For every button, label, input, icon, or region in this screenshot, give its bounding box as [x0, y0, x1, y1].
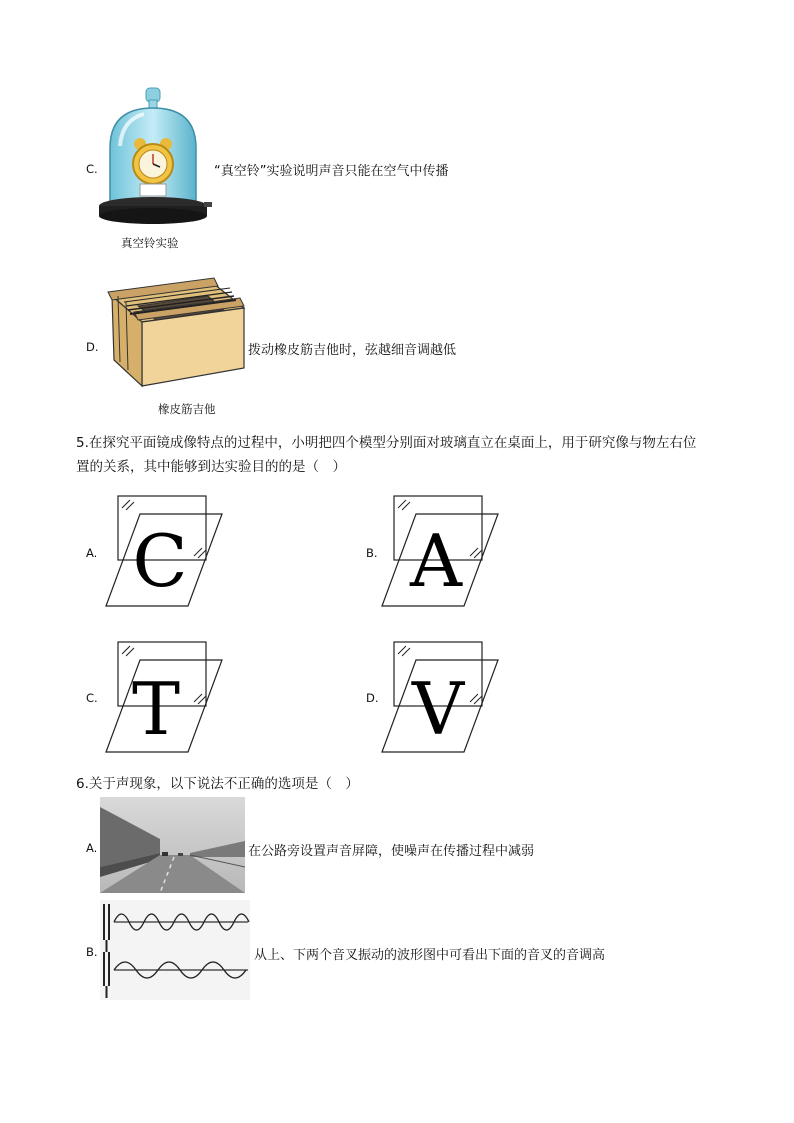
vacuum-bell-caption: 真空铃实验: [121, 236, 179, 250]
tuning-fork-waveforms-image: [100, 900, 250, 1000]
question-5-stem-line-2: 置的关系，其中能够到达实验目的的是（ ）: [76, 459, 346, 475]
q5-option-a-figure: [104, 494, 224, 610]
q5-option-d-figure: [380, 640, 500, 756]
option-c-text: “真空铃”实验说明声音只能在空气中传播: [214, 164, 449, 179]
q6-option-b-label: B.: [86, 945, 98, 959]
rubber-band-guitar-image: [104, 266, 248, 394]
q5-option-d-label: D.: [366, 691, 379, 705]
q5-option-a-label: A.: [86, 546, 98, 560]
question-5-stem: [76, 431, 716, 479]
q5-option-c-figure: [104, 640, 224, 756]
q5-option-b-letter: A: [410, 519, 462, 603]
q6-option-b-text: 从上、下两个音叉振动的波形图中可看出下面的音叉的音调高: [254, 948, 606, 963]
highway-sound-barrier-image: [100, 797, 245, 893]
option-c-label: C.: [86, 162, 98, 176]
option-d-text: 拨动橡皮筋吉他时，弦越细音调越低: [248, 343, 457, 358]
q5-option-a-letter: C: [132, 519, 188, 603]
q5-option-b-label: B.: [366, 546, 378, 560]
q5-option-c-label: C.: [86, 691, 98, 705]
option-d-label: D.: [86, 340, 99, 354]
question-6-stem: 6.关于声现象，以下说法不正确的选项是（ ）: [76, 776, 359, 792]
vacuum-bell-image: [96, 86, 214, 232]
q6-option-a-text: 在公路旁设置声音屏障，使噪声在传播过程中减弱: [248, 844, 535, 859]
rubber-band-guitar-caption: 橡皮筋吉他: [158, 402, 216, 416]
q5-option-b-figure: [380, 494, 500, 610]
question-5-stem-line-1: 5.在探究平面镜成像特点的过程中，小明把四个模型分别面对玻璃直立在桌面上，用于研究像与物左右位: [76, 435, 697, 451]
q5-option-d-letter: V: [412, 667, 464, 751]
q6-option-a-label: A.: [86, 841, 98, 855]
q5-option-c-letter: T: [131, 667, 181, 751]
